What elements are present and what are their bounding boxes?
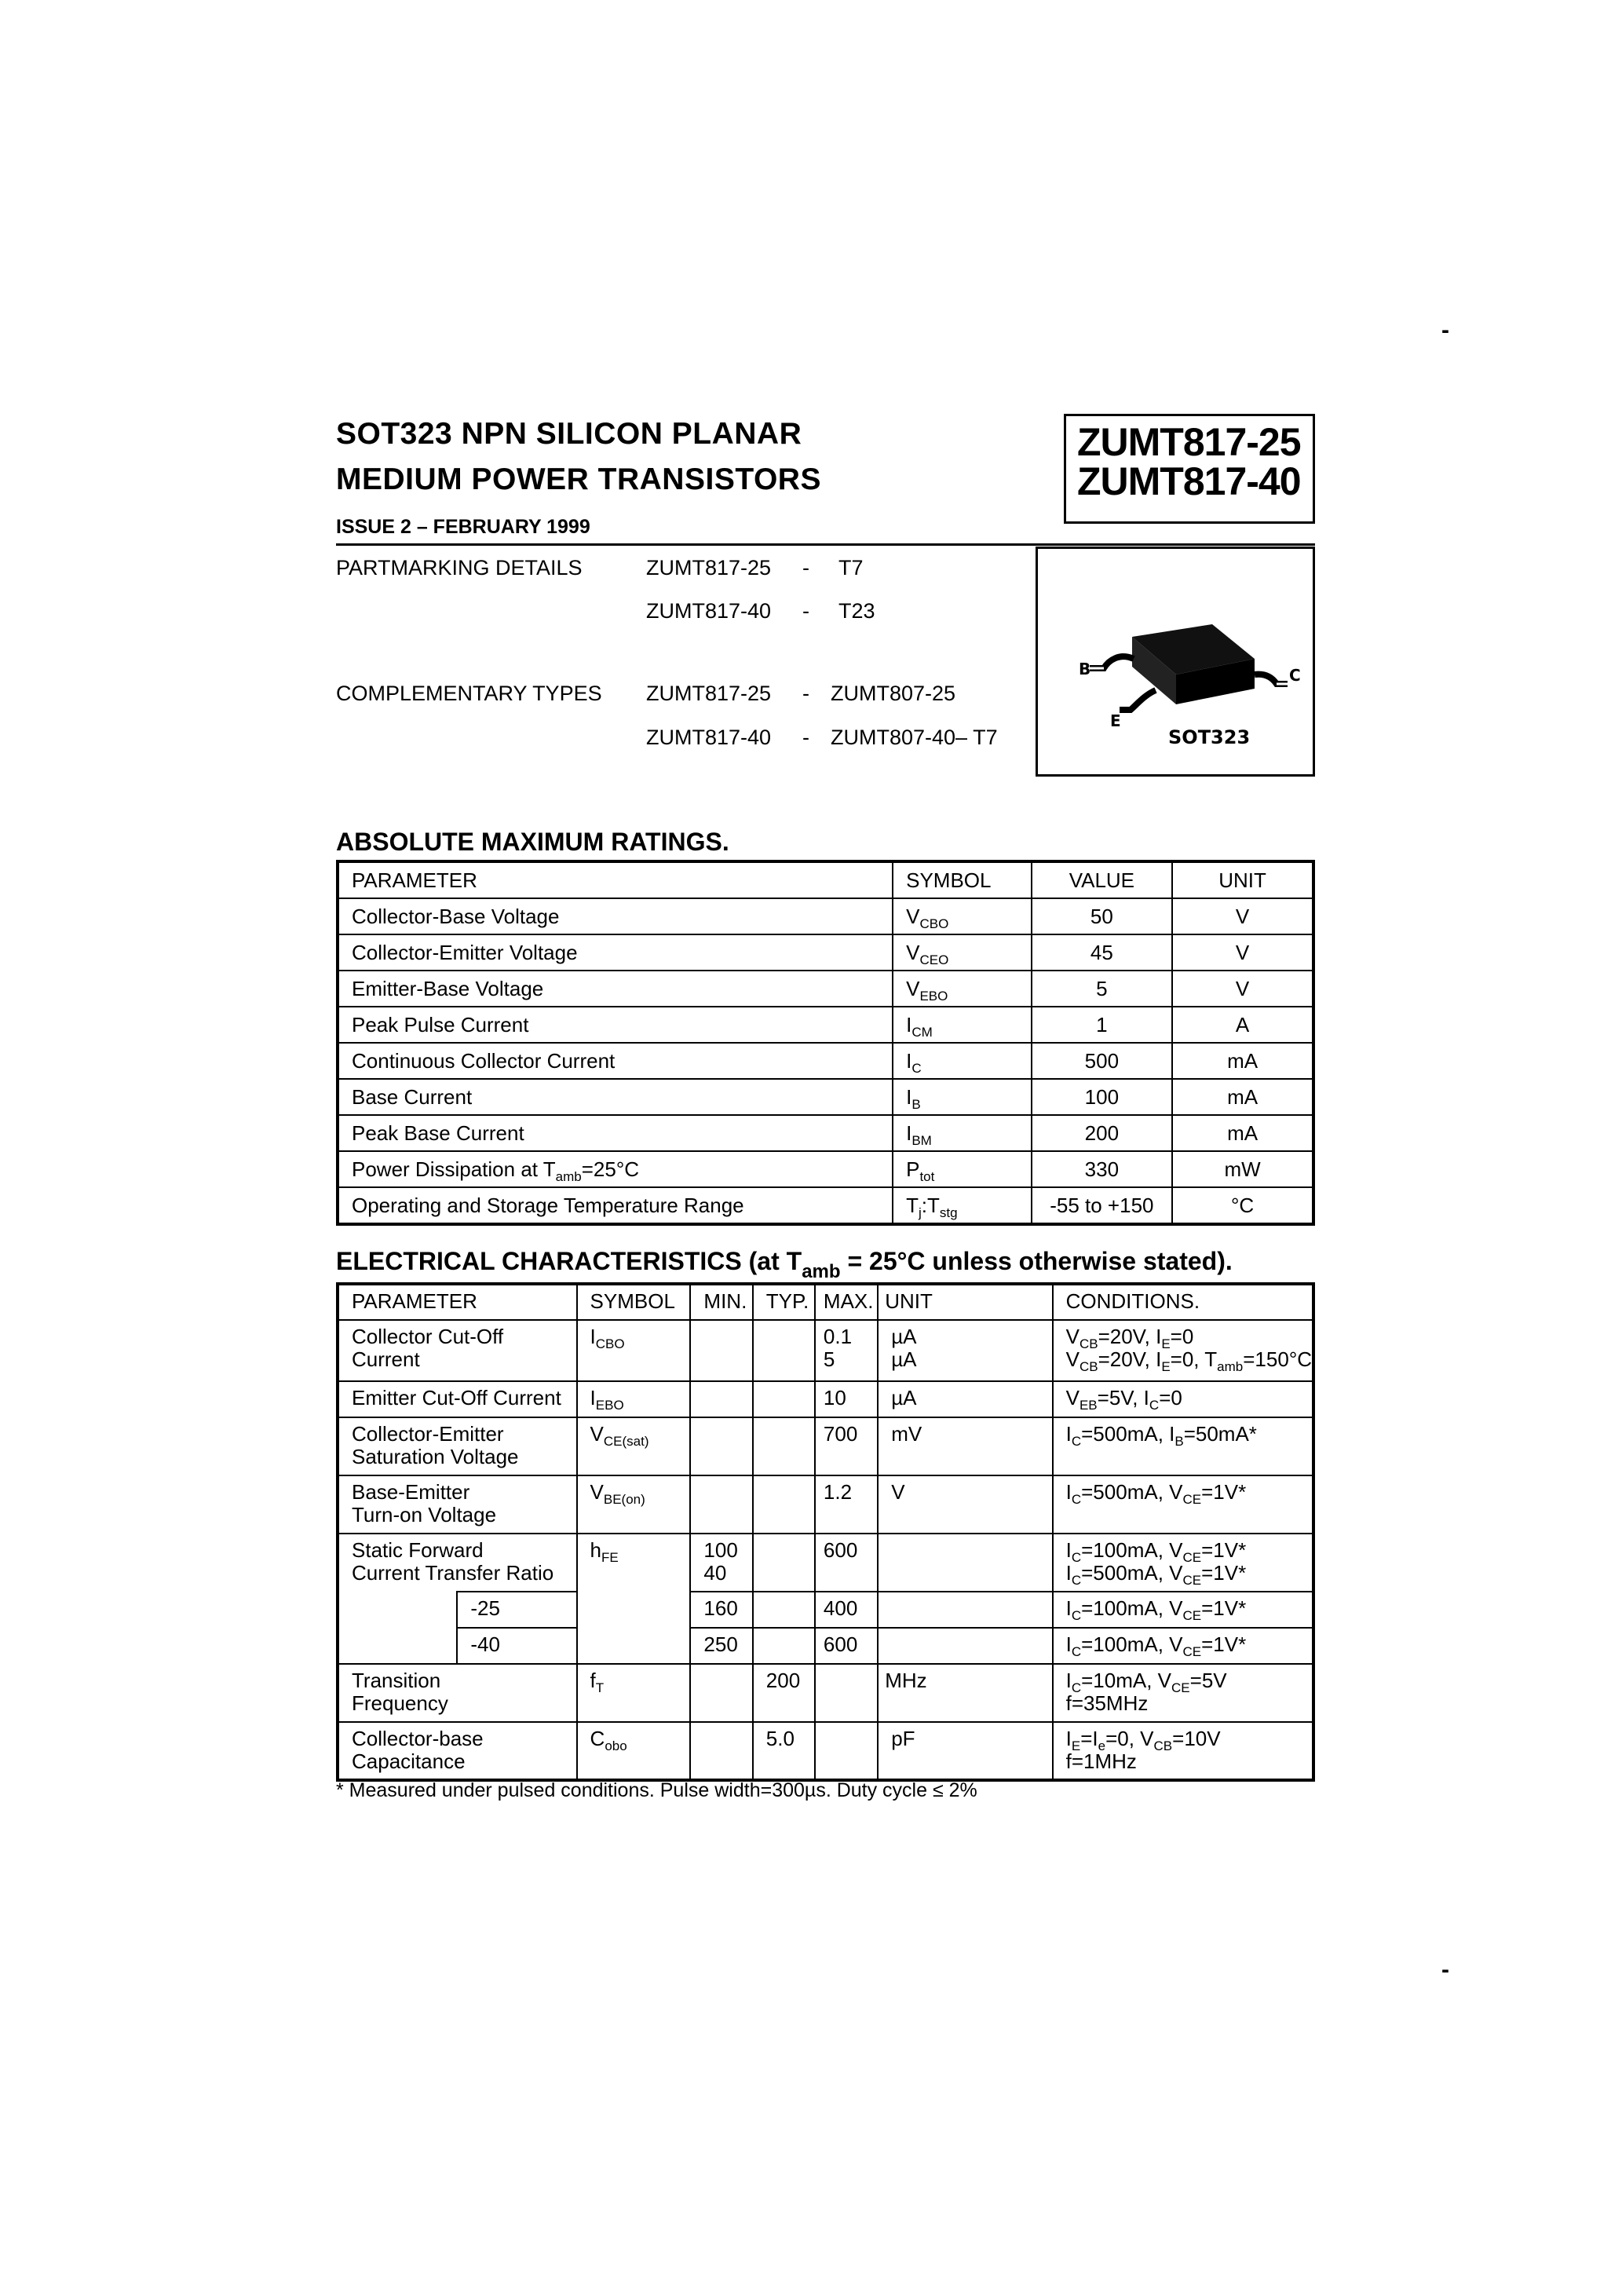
- unit-cell: [878, 1534, 1052, 1592]
- symbol-cell: $I_{CBO}$: [577, 1320, 691, 1381]
- param-cell: Emitter Cut-Off Current: [338, 1381, 577, 1417]
- elec-table: [336, 1282, 1315, 1782]
- partmarking-label: PARTMARKING DETAILS: [336, 556, 583, 579]
- col-header-max: MAX.: [815, 1284, 878, 1320]
- param-cell: Base Current: [338, 1079, 893, 1115]
- max-cell: 700: [815, 1417, 878, 1475]
- param-cell: Continuous Collector Current: [338, 1043, 893, 1079]
- param-cell: Collector-base Capacitance: [338, 1722, 577, 1780]
- partmarking-sep-2: -: [802, 599, 809, 623]
- table-row: [338, 1187, 1313, 1224]
- symbol-cell: $I_{BM}$: [893, 1115, 1031, 1151]
- typ-cell: [753, 1592, 815, 1628]
- table-header-row: [338, 861, 1313, 898]
- unit-cell: µA: [878, 1381, 1052, 1417]
- unit-cell: V: [1172, 971, 1313, 1007]
- unit-cell: mW: [1172, 1151, 1313, 1187]
- max-cell: 400: [815, 1592, 878, 1628]
- max-cell: 0.1 5: [815, 1320, 878, 1381]
- col-header-parameter: PARAMETER: [338, 1284, 577, 1320]
- conditions-cell: $V_{CB}=20V$, $I_E=0$ $V_{CB}=20V$, $I_E=0$, $T_{amb}=150^\circ C$: [1053, 1320, 1313, 1381]
- symbol-cell: $I_B$: [893, 1079, 1031, 1115]
- symbol-cell: $I_C$: [893, 1043, 1031, 1079]
- unit-cell: A: [1172, 1007, 1313, 1043]
- param-cell: Peak Pulse Current: [338, 1007, 893, 1043]
- partmarking-mark-1: T7: [838, 556, 864, 579]
- conditions-cell: $I_C=500mA$, $V_{CE}=1V*$: [1053, 1475, 1313, 1534]
- symbol-cell: $V_{CEO}$: [893, 934, 1031, 971]
- part-number-1: ZUMT817-25: [1077, 420, 1301, 464]
- page-title: [336, 411, 821, 503]
- table-row: [338, 898, 1313, 934]
- max-cell: 600: [815, 1628, 878, 1664]
- table-row: [338, 934, 1313, 971]
- table-row: [338, 1417, 1313, 1475]
- conditions-cell: $I_E=I_e=0$, $V_{CB}=10V$ f=1MHz: [1053, 1722, 1313, 1780]
- value-cell: 200: [1032, 1115, 1173, 1151]
- symbol-cell: $f_T$: [577, 1664, 691, 1722]
- package-label: SOT323: [1168, 726, 1251, 748]
- value-cell: 500: [1032, 1043, 1173, 1079]
- col-header-min: MIN.: [690, 1284, 752, 1320]
- min-cell: [690, 1320, 752, 1381]
- typ-cell: [753, 1381, 815, 1417]
- typ-cell: [753, 1534, 815, 1592]
- unit-cell: mA: [1172, 1043, 1313, 1079]
- min-cell: [690, 1664, 752, 1722]
- symbol-cell: $I_{CM}$: [893, 1007, 1031, 1043]
- package-image-box: [1036, 547, 1315, 777]
- max-cell: [815, 1722, 878, 1780]
- value-cell: 45: [1032, 934, 1173, 971]
- param-cell: Peak Base Current: [338, 1115, 893, 1151]
- part-number-2: ZUMT817-40: [1077, 459, 1301, 503]
- table-row: [338, 1722, 1313, 1780]
- symbol-cell: $T_j:T_{stg}$: [893, 1187, 1031, 1224]
- param-cell: Operating and Storage Temperature Range: [338, 1187, 893, 1224]
- param-cell: Emitter-Base Voltage: [338, 971, 893, 1007]
- table-row: [338, 971, 1313, 1007]
- table-row: [338, 1151, 1313, 1187]
- typ-cell: 5.0: [753, 1722, 815, 1780]
- conditions-cell: $I_C=10mA$, $V_{CE}=5V$ f=35MHz: [1053, 1664, 1313, 1722]
- param-cell: Static Forward Current Transfer Ratio: [338, 1534, 577, 1592]
- max-cell: 10: [815, 1381, 878, 1417]
- unit-cell: V: [878, 1475, 1052, 1534]
- unit-cell: [878, 1592, 1052, 1628]
- typ-cell: [753, 1628, 815, 1664]
- max-cell: 1.2: [815, 1475, 878, 1534]
- title-line-2: MEDIUM POWER TRANSISTORS: [336, 462, 821, 496]
- typ-cell: [753, 1320, 815, 1381]
- complementary-label: COMPLEMENTARY TYPES: [336, 682, 602, 705]
- symbol-cell: $C_{obo}$: [577, 1722, 691, 1780]
- col-header-symbol: SYMBOL: [893, 861, 1031, 898]
- unit-cell: MHz: [878, 1664, 1052, 1722]
- conditions-cell: $I_C=100mA$, $V_{CE}=1V*$: [1053, 1592, 1313, 1628]
- max-cell: 600: [815, 1534, 878, 1592]
- min-cell: 160: [690, 1592, 752, 1628]
- value-cell: 1: [1032, 1007, 1173, 1043]
- col-header-typ: TYP.: [753, 1284, 815, 1320]
- col-header-value: VALUE: [1032, 861, 1173, 898]
- abs-max-table: [336, 860, 1315, 1226]
- param-cell: Collector Cut-Off Current: [338, 1320, 577, 1381]
- title-line-1: SOT323 NPN SILICON PLANAR: [336, 417, 802, 451]
- complementary-comp-2: ZUMT807-40– T7: [831, 726, 998, 749]
- unit-cell: µA µA: [878, 1320, 1052, 1381]
- partmarking-part-1: ZUMT817-25: [646, 556, 772, 579]
- table-row: [338, 1534, 1313, 1592]
- symbol-cell: $V_{BE(on)}$: [577, 1475, 691, 1534]
- corner-mark-top: -: [1441, 317, 1449, 343]
- symbol-cell: $I_{EBO}$: [577, 1381, 691, 1417]
- param-cell: Collector-Base Voltage: [338, 898, 893, 934]
- typ-cell: [753, 1475, 815, 1534]
- table-row: [338, 1007, 1313, 1043]
- unit-cell: °C: [1172, 1187, 1313, 1224]
- table-row: [338, 1475, 1313, 1534]
- conditions-cell: $I_C=100mA$, $V_{CE}=1V*$ $I_C=500mA$, $V_{CE}=1V*$: [1053, 1534, 1313, 1592]
- unit-cell: mV: [878, 1417, 1052, 1475]
- pin-e-label: E: [1110, 711, 1121, 730]
- col-header-parameter: PARAMETER: [338, 861, 893, 898]
- col-header-symbol: SYMBOL: [577, 1284, 691, 1320]
- typ-cell: 200: [753, 1664, 815, 1722]
- table-row: [338, 1043, 1313, 1079]
- pin-b-label: B: [1079, 660, 1091, 678]
- min-cell: 250: [690, 1628, 752, 1664]
- min-cell: [690, 1722, 752, 1780]
- conditions-cell: $I_C=500mA$, $I_B=50mA*$: [1053, 1417, 1313, 1475]
- param-cell-blank: [338, 1592, 457, 1664]
- issue-label: ISSUE 2 – FEBRUARY 1999: [336, 516, 590, 538]
- abs-max-title: ABSOLUTE MAXIMUM RATINGS.: [336, 828, 729, 856]
- min-cell: [690, 1381, 752, 1417]
- symbol-cell: $P_{tot}$: [893, 1151, 1031, 1187]
- table-row: [338, 1115, 1313, 1151]
- part-number-box: [1064, 414, 1315, 524]
- table-row: [338, 1381, 1313, 1417]
- complementary-part-1: ZUMT817-25: [646, 682, 772, 705]
- value-cell: 5: [1032, 971, 1173, 1007]
- col-header-conditions: CONDITIONS.: [1053, 1284, 1313, 1320]
- symbol-cell: $h_{FE}$: [577, 1534, 691, 1664]
- table-row: [338, 1664, 1313, 1722]
- unit-cell: mA: [1172, 1079, 1313, 1115]
- unit-cell: mA: [1172, 1115, 1313, 1151]
- complementary-sep-2: -: [802, 726, 809, 749]
- col-header-unit: UNIT: [878, 1284, 1052, 1320]
- value-cell: 100: [1032, 1079, 1173, 1115]
- value-cell: -55 to +150: [1032, 1187, 1173, 1224]
- param-cell: Transition Frequency: [338, 1664, 577, 1722]
- complementary-part-2: ZUMT817-40: [646, 726, 772, 749]
- partmarking-mark-2: T23: [838, 599, 875, 623]
- table-row: [338, 1592, 1313, 1628]
- value-cell: 330: [1032, 1151, 1173, 1187]
- min-cell: [690, 1417, 752, 1475]
- complementary-comp-1: ZUMT807-25: [831, 682, 956, 705]
- conditions-cell: $I_C=100mA$, $V_{CE}=1V*$: [1053, 1628, 1313, 1664]
- table-header-row: [338, 1284, 1313, 1320]
- min-cell: 100 40: [690, 1534, 752, 1592]
- partmarking-part-2: ZUMT817-40: [646, 599, 772, 623]
- symbol-cell: $V_{CBO}$: [893, 898, 1031, 934]
- unit-cell: [878, 1628, 1052, 1664]
- conditions-cell: $V_{EB}=5V$, $I_C=0$: [1053, 1381, 1313, 1417]
- sot323-package-illustration: [1038, 549, 1313, 774]
- elec-title: ELECTRICAL CHARACTERISTICS (at $T_{amb} = 25^\circ C$ unless otherwise stated).: [336, 1247, 1233, 1282]
- min-cell: [690, 1475, 752, 1534]
- param-cell: Collector-Emitter Saturation Voltage: [338, 1417, 577, 1475]
- footnote: * Measured under pulsed conditions. Pulse width=300µs. Duty cycle ≤ 2%: [336, 1779, 977, 1801]
- table-row: [338, 1320, 1313, 1381]
- typ-cell: [753, 1417, 815, 1475]
- subtype-cell: -25: [457, 1592, 576, 1628]
- header-rule: [336, 543, 1315, 546]
- table-row: [338, 1079, 1313, 1115]
- corner-mark-bottom: -: [1441, 1957, 1449, 1983]
- subtype-cell: -40: [457, 1628, 576, 1664]
- complementary-sep-1: -: [802, 682, 809, 705]
- param-cell: Base-Emitter Turn-on Voltage: [338, 1475, 577, 1534]
- max-cell: [815, 1664, 878, 1722]
- symbol-cell: $V_{EBO}$: [893, 971, 1031, 1007]
- col-header-unit: UNIT: [1172, 861, 1313, 898]
- unit-cell: V: [1172, 898, 1313, 934]
- unit-cell: V: [1172, 934, 1313, 971]
- param-cell: Collector-Emitter Voltage: [338, 934, 893, 971]
- symbol-cell: $V_{CE(sat)}$: [577, 1417, 691, 1475]
- pin-c-label: C: [1289, 666, 1301, 685]
- value-cell: 50: [1032, 898, 1173, 934]
- partmarking-sep-1: -: [802, 556, 809, 579]
- param-cell: Power Dissipation at $T_{amb}=25^\circ C$: [338, 1151, 893, 1187]
- unit-cell: pF: [878, 1722, 1052, 1780]
- table-row: [338, 1628, 1313, 1664]
